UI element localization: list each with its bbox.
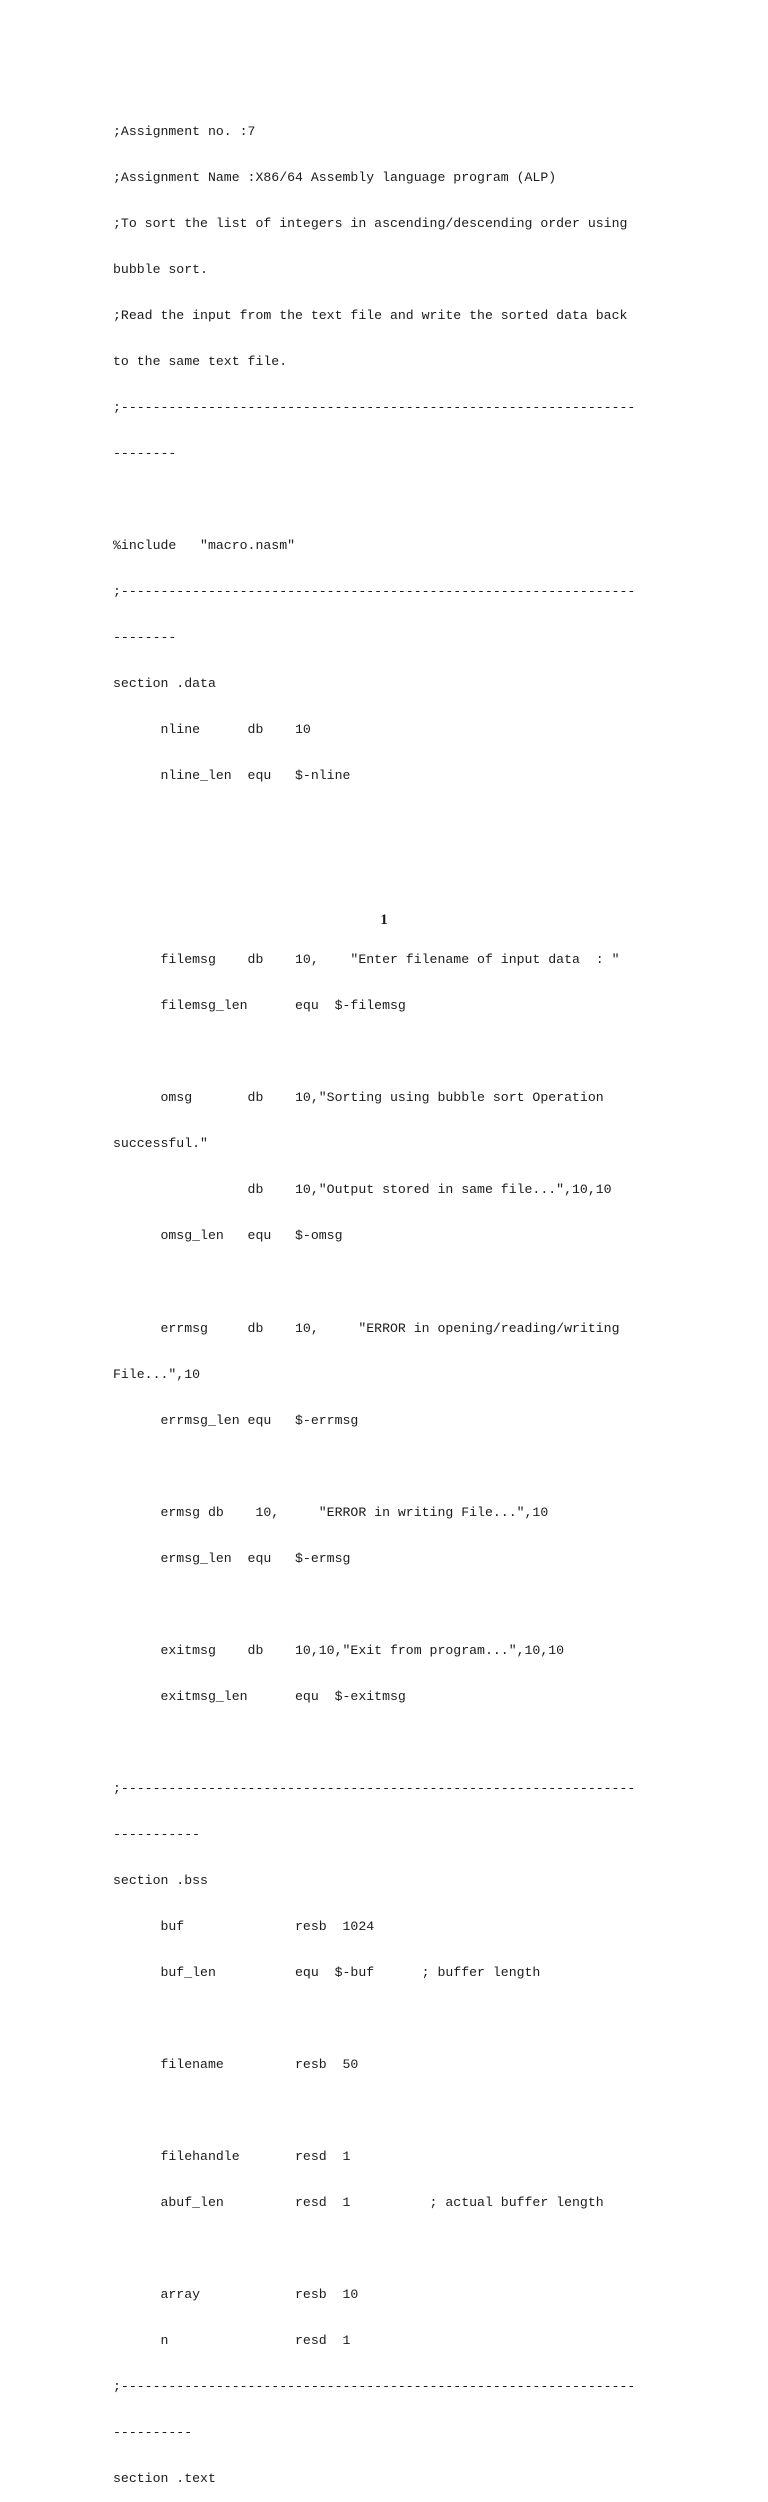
code-line: ;----------------------------------------------------------------- [113, 584, 636, 599]
code-line: abuf_len resd 1 ; actual buffer length [113, 2195, 604, 2211]
code-line: ;----------------------------------------------------------------- [113, 399, 636, 415]
page-number: 1 [380, 912, 388, 928]
code-line [113, 2103, 658, 2118]
code-line: -------- [113, 630, 177, 646]
code-line: ;To sort the list of integers in ascending/descending order using [113, 215, 628, 231]
code-line [113, 860, 658, 875]
code-line [113, 1735, 658, 1750]
code-line: errmsg_len equ $-errmsg [113, 1412, 359, 1428]
code-line: ;Read the input from the text file and write the sorted data back [113, 307, 628, 323]
code-line: db 10,"Output stored in same file...",10,10 [113, 1182, 612, 1198]
code-line [113, 1597, 658, 1612]
code-line: ;Assignment Name :X86/64 Assembly language program (ALP) [113, 169, 557, 185]
code-line: n resd 1 [113, 2333, 351, 2349]
code-line: filemsg db 10, "Enter filename of input data : " [113, 952, 620, 968]
code-line: filename resb 50 [113, 2057, 359, 2072]
code-listing [113, 93, 658, 2502]
code-line: successful." [113, 1136, 208, 1152]
code-line: array resb 10 [113, 2287, 359, 2303]
code-line: section .text [113, 2471, 216, 2487]
code-line [113, 1274, 658, 1289]
code-line: exitmsg_len equ $-exitmsg [113, 1688, 406, 1704]
code-line: omsg db 10,"Sorting using bubble sort Operation [113, 1090, 604, 1106]
code-line: to the same text file. [113, 353, 288, 369]
code-line: omsg_len equ $-omsg [113, 1228, 343, 1244]
code-line: errmsg db 10, "ERROR in opening/reading/writing [113, 1320, 620, 1336]
code-line: filemsg_len equ $-filemsg [113, 998, 406, 1014]
code-line: ;----------------------------------------------------------------- [113, 1780, 636, 1796]
code-line: %include "macro.nasm" [113, 537, 296, 553]
code-line: -------- [113, 445, 177, 461]
code-line: exitmsg db 10,10,"Exit from program...",10,10 [113, 1642, 565, 1658]
code-line [113, 1044, 658, 1059]
code-line: ;Assignment no. :7 [113, 123, 256, 139]
code-line: ;----------------------------------------------------------------- [113, 2379, 636, 2395]
code-line: section .data [113, 676, 216, 692]
code-line: buf resb 1024 [113, 1918, 375, 1934]
code-line: bubble sort. [113, 261, 208, 277]
code-line: ---------- [113, 2425, 193, 2441]
code-line: filehandle resd 1 [113, 2149, 351, 2165]
code-line: section .bss [113, 1872, 208, 1888]
code-line [113, 1459, 658, 1474]
code-line: ermsg_len equ $-ermsg [113, 1550, 351, 1566]
code-line: nline db 10 [113, 722, 311, 738]
code-line: buf_len equ $-buf ; buffer length [113, 1964, 541, 1980]
code-line [113, 2241, 658, 2256]
code-line: ----------- [113, 1826, 201, 1842]
code-line [113, 814, 658, 829]
code-line [113, 2011, 658, 2026]
code-line: nline_len equ $-nline [113, 768, 351, 784]
code-line [113, 492, 658, 507]
code-line: File...",10 [113, 1366, 201, 1382]
code-line: ermsg db 10, "ERROR in writing File...",10 [113, 1504, 549, 1520]
